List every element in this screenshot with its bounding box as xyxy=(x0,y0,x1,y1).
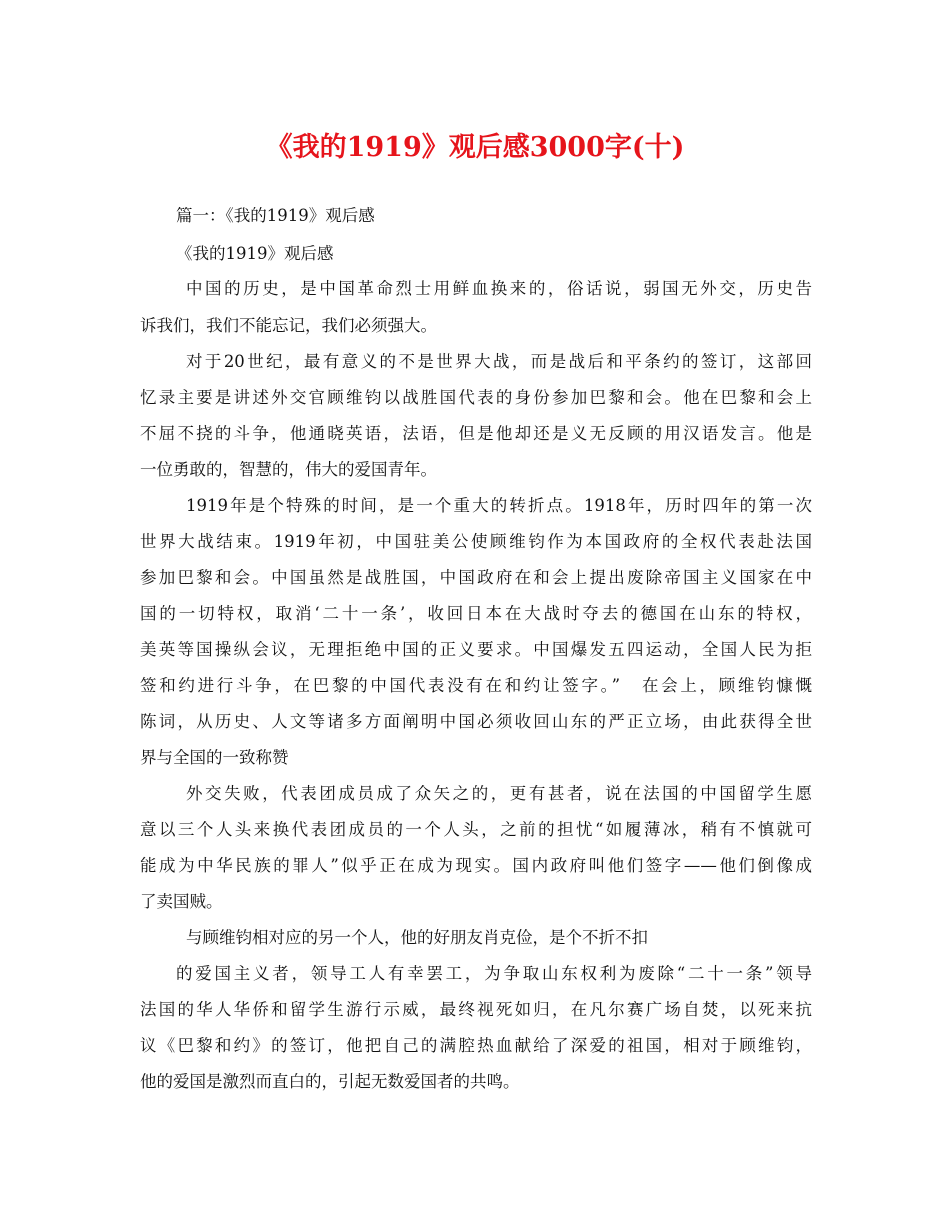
text-line xyxy=(140,746,289,770)
text-line xyxy=(140,890,223,914)
text-line xyxy=(140,998,812,1022)
text-line-content: 陈词，从历史、人文等诸多方面阐明中国必须收回山东的严正立场，由此获得全世 xyxy=(140,712,812,731)
text-line xyxy=(140,638,812,662)
text-line xyxy=(140,314,437,338)
text-line xyxy=(140,854,812,878)
text-line-content: 界与全国的一致称赞 xyxy=(140,748,289,767)
text-line-content: 世界大战结束。1919年初，中国驻美公使顾维钧作为本国政府的全权代表赴法国 xyxy=(140,532,812,551)
text-line-content: 国的一切特权，取消‘二十一条’，收回日本在大战时夺去的德国在山东的特权， xyxy=(140,604,812,623)
text-line xyxy=(140,458,437,482)
text-line xyxy=(186,494,812,518)
text-line xyxy=(140,710,812,734)
text-line xyxy=(140,386,812,410)
text-line-content: 一位勇敢的，智慧的，伟大的爱国青年。 xyxy=(140,460,437,479)
text-line xyxy=(186,782,812,806)
text-line-content: 他的爱国是激烈而直白的，引起无数爱国者的共鸣。 xyxy=(140,1072,520,1091)
text-line xyxy=(140,566,812,590)
text-line-content: 与顾维钧相对应的另一个人，他的好朋友肖克俭，是个不折不扣 xyxy=(186,928,648,947)
text-line-content: 不屈不挠的斗争，他通晓英语，法语，但是他却还是义无反顾的用汉语发言。他是 xyxy=(140,424,812,443)
text-line xyxy=(176,962,812,986)
text-line xyxy=(140,602,812,626)
text-line-content: 意以三个人头来换代表团成员的一个人头，之前的担忧“如履薄冰，稍有不慎就可 xyxy=(140,820,812,839)
text-line-content: 中国的历史，是中国革命烈士用鲜血换来的，俗话说，弱国无外交，历史告 xyxy=(186,279,812,298)
text-line xyxy=(140,1070,520,1094)
text-line-content: 对于20世纪，最有意义的不是世界大战，而是战后和平条约的签订，这部回 xyxy=(186,352,812,371)
text-line-content: 议《巴黎和约》的签订，他把自己的满腔热血献给了深爱的祖国，相对于顾维钧， xyxy=(140,1036,812,1055)
text-line xyxy=(176,242,334,266)
text-line xyxy=(140,1034,812,1058)
text-line xyxy=(140,530,812,554)
text-line-content: 外交失败，代表团成员成了众矢之的，更有甚者，说在法国的中国留学生愿 xyxy=(186,784,812,803)
text-line-content: 的爱国主义者，领导工人有幸罢工，为争取山东权利为废除“二十一条”领导 xyxy=(176,964,812,983)
text-line xyxy=(176,204,375,228)
text-line-content: 《我的1919》观后感 xyxy=(176,244,334,263)
text-line xyxy=(140,818,812,842)
text-line xyxy=(186,277,812,301)
text-line-content: 诉我们，我们不能忘记，我们必须强大。 xyxy=(140,316,437,335)
text-line-content: 了卖国贼。 xyxy=(140,892,223,911)
text-line-content: 忆录主要是讲述外交官顾维钧以战胜国代表的身份参加巴黎和会。他在巴黎和会上 xyxy=(140,388,812,407)
text-line xyxy=(140,422,812,446)
text-line xyxy=(186,350,812,374)
document-title: 《我的1919》观后感3000字(十) xyxy=(265,132,685,163)
text-line-content: 能成为中华民族的罪人”似乎正在成为现实。国内政府叫他们签字——他们倒像成 xyxy=(140,856,812,875)
text-line-content: 签和约进行斗争，在巴黎的中国代表没有在和约让签字。” 在会上，顾维钧慷慨 xyxy=(140,676,812,695)
text-line-content: 参加巴黎和会。中国虽然是战胜国，中国政府在和会上提出废除帝国主义国家在中 xyxy=(140,568,812,587)
text-line xyxy=(186,926,648,950)
text-line-content: 法国的华人华侨和留学生游行示威，最终视死如归，在凡尔赛广场自焚，以死来抗 xyxy=(140,1000,812,1019)
text-line-content: 1919年是个特殊的时间，是一个重大的转折点。1918年，历时四年的第一次 xyxy=(186,496,812,515)
text-line-content: 篇一：《我的1919》观后感 xyxy=(176,206,375,225)
text-line-content: 美英等国操纵会议，无理拒绝中国的正义要求。中国爆发五四运动，全国人民为拒 xyxy=(140,640,812,659)
text-line xyxy=(140,674,812,698)
